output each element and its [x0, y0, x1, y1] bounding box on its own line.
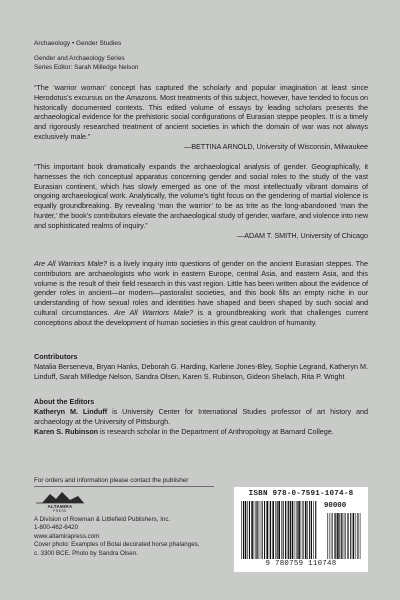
review-arnold-text: “The ‘warrior woman’ concept has captured the scholarly and popular imagination at least since Herodotus’s excursus on the Amazons. Most treatments of this subject, however, have tended to focus on historically documented contexts. This edited volume of essays by leading scholars presents the archaeological evidence for the prehistoric social configurations of Eurasian steppe peoples. It is a timely and rigorously researched treatment of ancient societies in which the domain of war was not always exclusively male.”: [34, 83, 368, 141]
review-arnold: [34, 83, 368, 152]
barcode-bar: [269, 501, 270, 559]
review-smith-attribution: —ADAM T. SMITH, University of Chicago: [237, 230, 368, 240]
category-line: Archaeology • Gender Studies: [34, 40, 122, 47]
logo-sub: PRESS: [53, 509, 67, 513]
publisher-phone: 1-800-462-6420: [34, 524, 79, 532]
logo-name: ALTAMIRA: [47, 504, 73, 509]
publisher-website: www.altamirapress.com: [34, 532, 100, 540]
barcode-bar: [347, 513, 348, 559]
barcode-bar: [275, 501, 276, 559]
editors-bios: [34, 407, 368, 436]
book-title-italic: Are All Warriors Male?: [34, 259, 107, 268]
barcode-bar: [254, 501, 255, 559]
barcode-bar: [348, 513, 349, 559]
barcode-bar: [345, 513, 346, 559]
barcode-bar: [344, 513, 345, 559]
editor-linduff-name: Katheryn M. Linduff: [34, 407, 108, 416]
barcode-bar: [264, 501, 265, 559]
barcode-bar: [260, 501, 261, 559]
description-part-1: is a lively inquiry into questions of gender on the ancient Eurasian steppes. The contributors are archaeologists who work in eastern Europe, central Asia, and eastern Asia, and this volume is the result of their field research in this vast region. Little has been written about the evidence of gender roles in ancient—or modern—pastoralist societies, and this book fills an empty niche in our understanding of how sexual roles and identities have shaped and been shaped by such social and cultural circumstances.: [34, 259, 368, 317]
barcode-bar: [278, 501, 280, 559]
barcode-bar: [356, 513, 357, 559]
barcode-bar: [283, 501, 284, 559]
cover-photo-credit: Cover photo: Examples of Botai decorated horse phalanges,: [34, 541, 200, 549]
barcode-bar: [272, 501, 274, 559]
barcode-bar: [305, 501, 307, 559]
barcode-bar: [339, 513, 340, 559]
barcode-bar: [295, 501, 296, 559]
barcode-bar: [311, 501, 312, 559]
barcode-bar: [329, 513, 330, 559]
barcode-bar: [270, 501, 271, 559]
barcode-bar: [262, 501, 263, 559]
contributors-heading: Contributors: [34, 352, 78, 361]
review-smith: [34, 162, 368, 240]
ean-digits: 9 780759 110748: [265, 560, 337, 568]
barcode-bar: [335, 513, 336, 559]
addon-barcode-icon: [326, 513, 362, 559]
cover-photo-credit-2: c. 3300 BCE. Photo by Sandra Olsen.: [34, 549, 138, 557]
editor-linduff: [34, 407, 368, 427]
barcode-bar: [251, 501, 253, 559]
barcode-bar: [241, 501, 242, 559]
series-editor: Series Editor: Sarah Milledge Nelson: [34, 63, 139, 71]
barcode-bar: [288, 501, 289, 559]
editor-rubinson-name: Karen S. Rubinson: [34, 426, 99, 436]
orders-line: For orders and information please contact the publisher: [34, 477, 189, 484]
editor-linduff-bio: is University Center for International Studies professor of art history and archaeology at the University of Pittsburgh.: [34, 407, 369, 426]
barcode-bar: [290, 501, 291, 559]
barcode-bar: [257, 501, 258, 559]
barcode-bar: [303, 501, 304, 559]
altamira-logo: [34, 490, 86, 514]
price-code: 90000: [324, 502, 347, 510]
editor-rubinson-bio: is research scholar in the Department of Anthropology at Barnard College.: [98, 426, 334, 436]
book-title-italic-2: Are All Warriors Male?: [113, 307, 194, 317]
barcode-bar: [256, 501, 257, 559]
series-name: Gender and Archaeology Series: [34, 55, 125, 62]
barcode-bar: [337, 513, 339, 559]
barcode-bar: [249, 501, 250, 559]
barcode-bar: [301, 501, 302, 559]
barcode-bar: [245, 501, 247, 559]
ean-barcode-icon: [240, 501, 318, 559]
barcode-bar: [287, 501, 288, 559]
barcode-bar: [309, 501, 310, 559]
editor-rubinson: [34, 427, 368, 437]
barcode-bar: [297, 501, 298, 559]
barcode-bar: [285, 501, 286, 559]
divider: [34, 486, 214, 487]
review-arnold-attribution: —BETTINA ARNOLD, University of Wisconsin, Milwaukee: [184, 141, 368, 151]
publisher-info: [34, 516, 199, 558]
barcode-bar: [334, 513, 335, 559]
logo-mark-icon: [34, 490, 86, 504]
barcode-bar: [332, 513, 333, 559]
review-smith-text: “This important book dramatically expands the archaeological analysis of gender. Geographically, it harnesses the rich conceptual apparatus concerning gender and social roles to the study of the vast Eurasian continent, which has slowly emerged as one of the most intellectually vibrant domains of ongoing archaeological work. Analytically, the volume’s tight focus on the gendering of martial violence is equally groundbreaking. By revealing ‘man the warrior’ to be as trite as the long-abandoned ‘man the hunter,’ the book’s contributors elevate the archaeological study of gender, warfare, and violence into new and sophisticated realms of inquiry.”: [34, 162, 368, 230]
barcode-bar: [341, 513, 342, 559]
barcode-bar: [331, 513, 332, 559]
barcode-bar: [360, 513, 361, 559]
barcode-bar: [327, 513, 328, 559]
barcode-bar: [353, 513, 355, 559]
barcode-bar: [350, 513, 351, 559]
barcode-bar: [247, 501, 248, 559]
isbn-text: ISBN 978-0-7591-1074-8: [248, 490, 354, 498]
barcode-panel: [234, 487, 368, 572]
barcode-bar: [292, 501, 294, 559]
description-part-2: is a groundbreaking work that challenges current conceptions about the development of human societies in this great cauldron of humanity.: [34, 307, 368, 327]
contributors-list: Natalia Berseneva, Bryan Hanks, Deborah G. Harding, Karlene Jones-Bley, Sophie Legrand, Katheryn M. Linduff, Sarah Milledge Nelson, Sandra Olsen, Karen S. Rubinson, Gideon Shelach, Rita P. Wright: [34, 362, 368, 381]
series-info: [34, 55, 138, 72]
barcode-bar: [243, 501, 244, 559]
publisher-division: A Division of Rowman & Littlefield Publishers, Inc.: [34, 516, 171, 523]
barcode-bar: [277, 501, 278, 559]
barcode-bar: [357, 513, 358, 559]
barcode-bar: [266, 501, 268, 559]
barcode-bar: [313, 501, 314, 559]
editors-heading: About the Editors: [34, 397, 95, 406]
barcode-bar: [343, 513, 344, 559]
book-description: [34, 259, 368, 328]
barcode-bar: [315, 501, 316, 559]
barcode-bar: [298, 501, 300, 559]
barcode-bar: [307, 501, 308, 559]
barcode-bar: [281, 501, 282, 559]
